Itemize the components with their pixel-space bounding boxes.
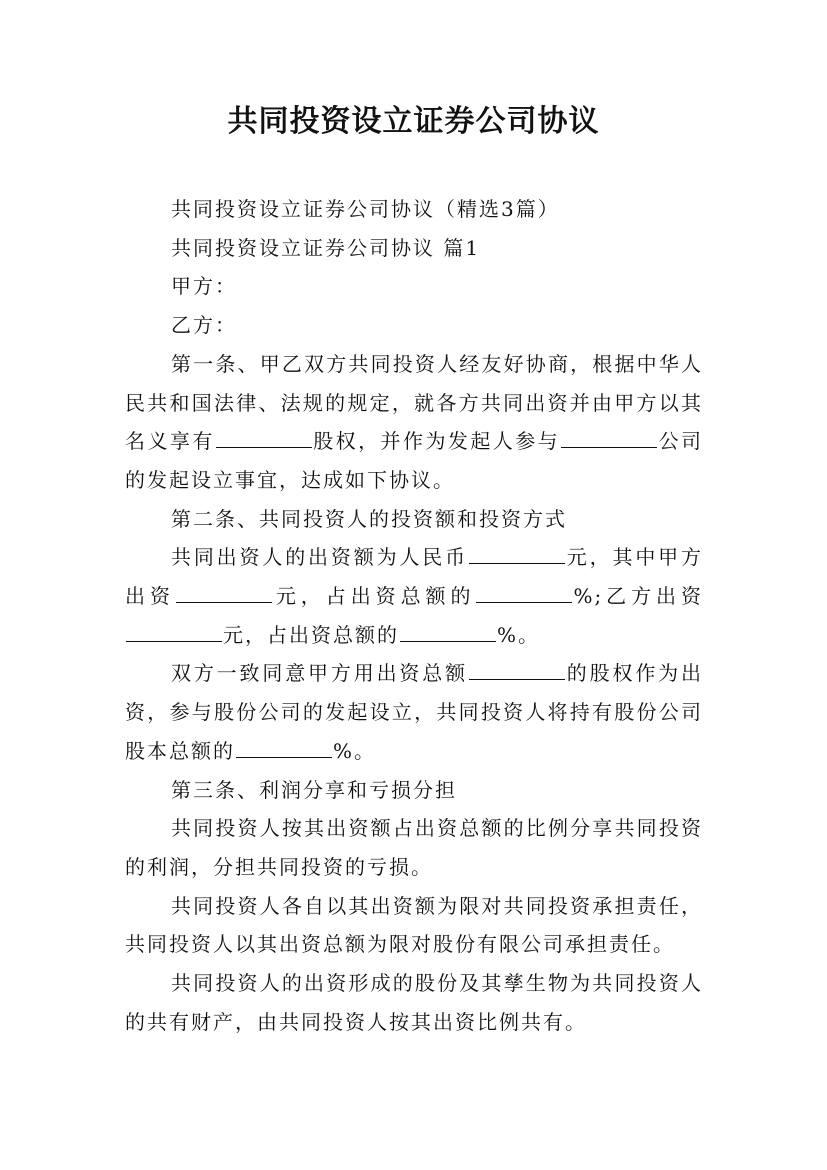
blank-line bbox=[126, 619, 222, 642]
blank-line bbox=[236, 735, 332, 758]
article-2-p2-text-2: 的股权作为出资，参与股份公司的发起设立，共同投资人将持有股份公司股本总额的 bbox=[125, 661, 704, 763]
blank-line bbox=[400, 619, 496, 642]
blank-line bbox=[476, 580, 572, 603]
article-2-p1-text-6: %。 bbox=[497, 622, 541, 647]
blank-line bbox=[469, 657, 565, 680]
article-3-paragraph-2: 共同投资人各自以其出资额为限对共同投资承担责任，共同投资人以其出资总额为限对股份有限公司承担责任。 bbox=[125, 893, 703, 957]
article-2-p1-text-4: %;乙方出资 bbox=[573, 584, 704, 609]
article-1-paragraph bbox=[125, 345, 703, 500]
document-title: 共同投资设立证券公司协议 bbox=[227, 104, 600, 139]
article-2-p1-text-1: 共同出资人的出资额为人民币 bbox=[171, 545, 468, 570]
article-1-text-1: 第一条、甲乙双方共同投资人经友好协商，根据中华人民共和国法律、法规的规定，就各方共同出资并由甲方以其名义享有 bbox=[125, 351, 703, 454]
article-2-p2-text-3: %。 bbox=[333, 738, 377, 763]
party-a-label: 甲方： bbox=[171, 274, 237, 299]
party-b-label: 乙方： bbox=[171, 313, 237, 338]
article-2-heading: 第二条、共同投资人的投资额和投资方式 bbox=[171, 506, 567, 531]
article-3-paragraph-1: 共同投资人按其出资额占出资总额的比例分享共同投资的利润，分担共同投资的亏损。 bbox=[125, 816, 703, 879]
blank-line bbox=[561, 425, 657, 448]
article-2-p1-text-2: 元，其中甲方出资 bbox=[125, 545, 704, 609]
document-body bbox=[125, 190, 703, 1041]
blank-line bbox=[469, 541, 565, 564]
blank-line bbox=[216, 425, 312, 448]
section-heading: 共同投资设立证券公司协议 篇1 bbox=[171, 235, 481, 260]
article-1-text-3: 公司的发起设立事宜，达成如下协议。 bbox=[125, 429, 704, 492]
blank-line bbox=[176, 580, 272, 603]
article-2-paragraph-1 bbox=[125, 538, 703, 654]
article-2-p1-text-5: 元，占出资总额的 bbox=[223, 622, 399, 647]
article-2-p2-text-1: 双方一致同意甲方用出资总额 bbox=[171, 661, 468, 686]
article-3-paragraph-3: 共同投资人的出资形成的股份及其孳生物为共同投资人的共有财产，由共同投资人按其出资比例共有。 bbox=[125, 971, 703, 1034]
document-subtitle: 共同投资设立证券公司协议（精选3篇） bbox=[171, 197, 560, 221]
article-3-heading: 第三条、利润分享和亏损分担 bbox=[171, 777, 457, 802]
article-1-text-2: 股权，并作为发起人参与 bbox=[312, 429, 561, 454]
article-2-paragraph-2 bbox=[125, 654, 703, 770]
article-2-p1-text-3: 元，占出资总额的 bbox=[272, 584, 476, 609]
